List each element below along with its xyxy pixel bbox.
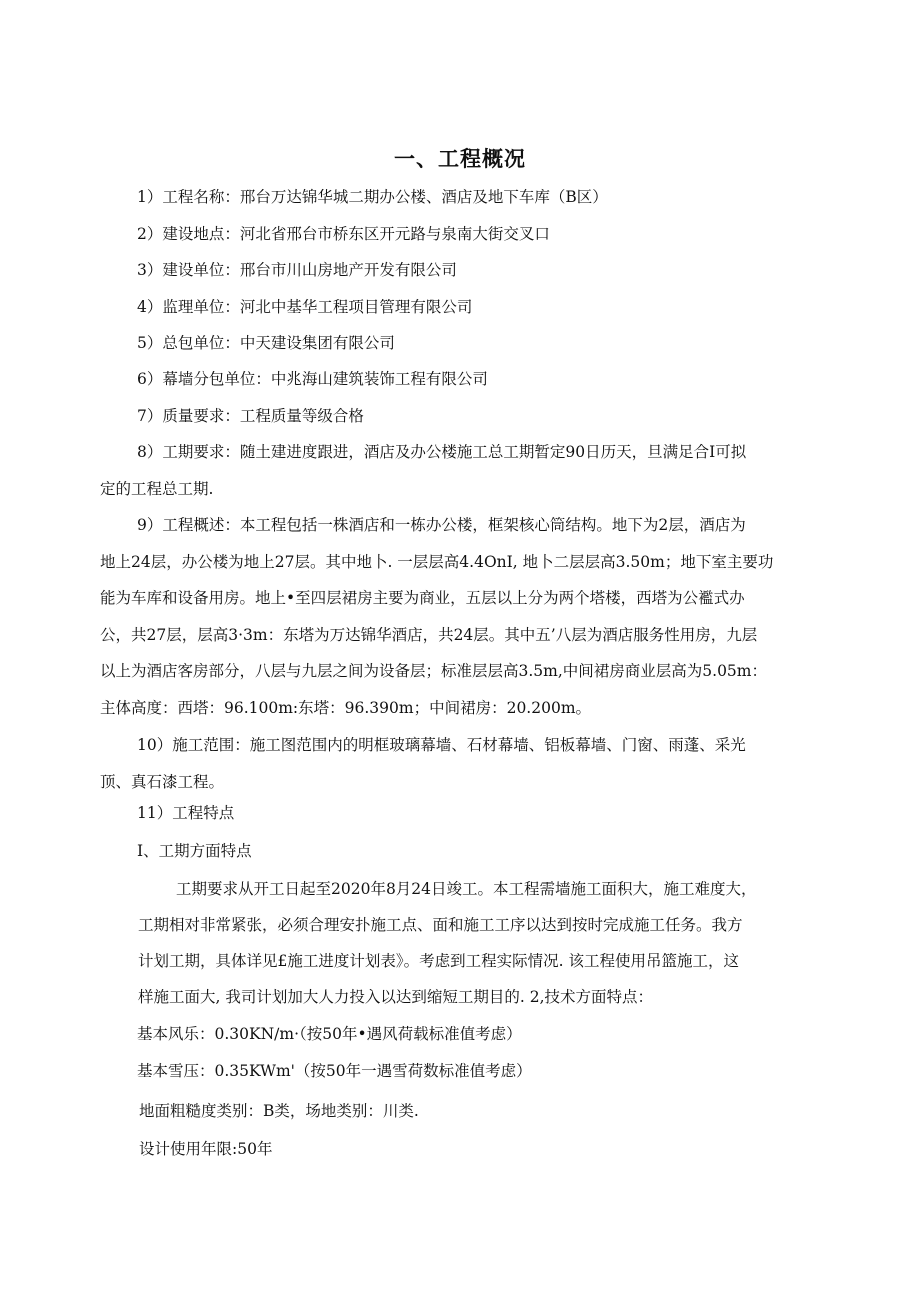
item-site-location: 2）建设地点：河北省邢台市桥东区开元路与泉南大街交叉口 [137, 225, 550, 243]
paragraph-line: 定的工程总工期. [100, 479, 214, 498]
paragraph-schedule-features [138, 871, 808, 1015]
paragraph-line: 9）工程概述：本工程包括一株酒店和一栋办公楼，框架核心筒结构。地下为2层，酒店为 [137, 516, 746, 534]
paragraph-line: 样施工面大, 我司计划加大人力投入以达到缩短工期目的. 2,技术方面特点： [138, 988, 653, 1006]
paragraph-line: 公，共27层，层高3·3m：东塔为万达锦华酒店，共24层。其中五’八层为酒店服务性用房，九层 [100, 625, 758, 644]
paragraph-construction-scope [100, 727, 805, 800]
item-developer: 3）建设单位：邢台市川山房地产开发有限公司 [137, 261, 457, 279]
paragraph-project-overview [100, 507, 805, 726]
item-project-name: 1）工程名称：邢台万达锦华城二期办公楼、酒店及地下车库（B区） [137, 188, 608, 206]
item-curtain-wall-subcontractor: 6）幕墙分包单位：中兆海山建筑装饰工程有限公司 [137, 370, 488, 388]
item-general-contractor: 5）总包单位：中天建设集团有限公司 [137, 334, 395, 352]
item-project-features: 11）工程特点 [137, 804, 235, 822]
paragraph-line: 主体高度：西塔：96.100m:东塔：96.390m；中间裙房：20.200m。 [100, 698, 592, 717]
item-ground-roughness: 地面粗糙度类别：B类，场地类别：川类. [139, 1102, 419, 1120]
paragraph-line: 以上为酒店客房部分，八层与九层之间为设备层；标准层层高3.5m,中间裙房商业层高为5.05m： [100, 662, 767, 680]
paragraph-line: 工期相对非常紧张，必须合理安扑施工点、面和施工工序以达到按时完成施工任务。我方 [138, 916, 743, 934]
page-title: 一、工程概况 [394, 147, 526, 171]
item-supervisor: 4）监理单位：河北中基华工程项目管理有限公司 [137, 298, 473, 316]
paragraph-line: 顶、真石漆工程。 [100, 772, 225, 791]
subheading-schedule-features: I、工期方面特点 [137, 842, 252, 860]
item-design-service-life: 设计使用年限:50年 [139, 1140, 273, 1158]
paragraph-line: 能为车库和设备用房。地上•至四层裙房主要为商业，五层以上分为两个塔楼，西塔为公襤式办 [100, 589, 745, 607]
item-basic-wind-pressure: 基本风乐：0.30KN∕m·（按50年•遇风荷载标准值考虑） [137, 1025, 522, 1043]
paragraph-schedule-requirement [100, 434, 805, 507]
paragraph-line: 计划工期，具体详见£施工进度计划表》。考虑到工程实际情况. 该工程使用吊篮施工，这 [138, 952, 739, 970]
paragraph-line: 地上24层，办公楼为地上27层。其中地卜. 一层层高4.4OnI, 地卜二层层高3.50m；地下室主要功 [100, 552, 774, 571]
paragraph-line: 8）工期要求：随土建进度跟进，酒店及办公楼施工总工期暂定90日历天，旦满足合I可拟 [137, 443, 747, 461]
item-quality-requirement: 7）质量要求：工程质量等级合格 [137, 407, 364, 425]
paragraph-line: 工期要求从开工日起至2020年8月24日竣工。本工程需墙施工面积大，施工难度大， [176, 880, 757, 898]
paragraph-line: 10）施工范围：施工图范围内的明框玻璃幕墙、石材幕墙、铝板幕墙、门窗、雨蓬、采光 [137, 736, 746, 754]
item-basic-snow-pressure: 基本雪压：0.35KWm'（按50年一遇雪荷数标准值考虑） [137, 1062, 532, 1080]
